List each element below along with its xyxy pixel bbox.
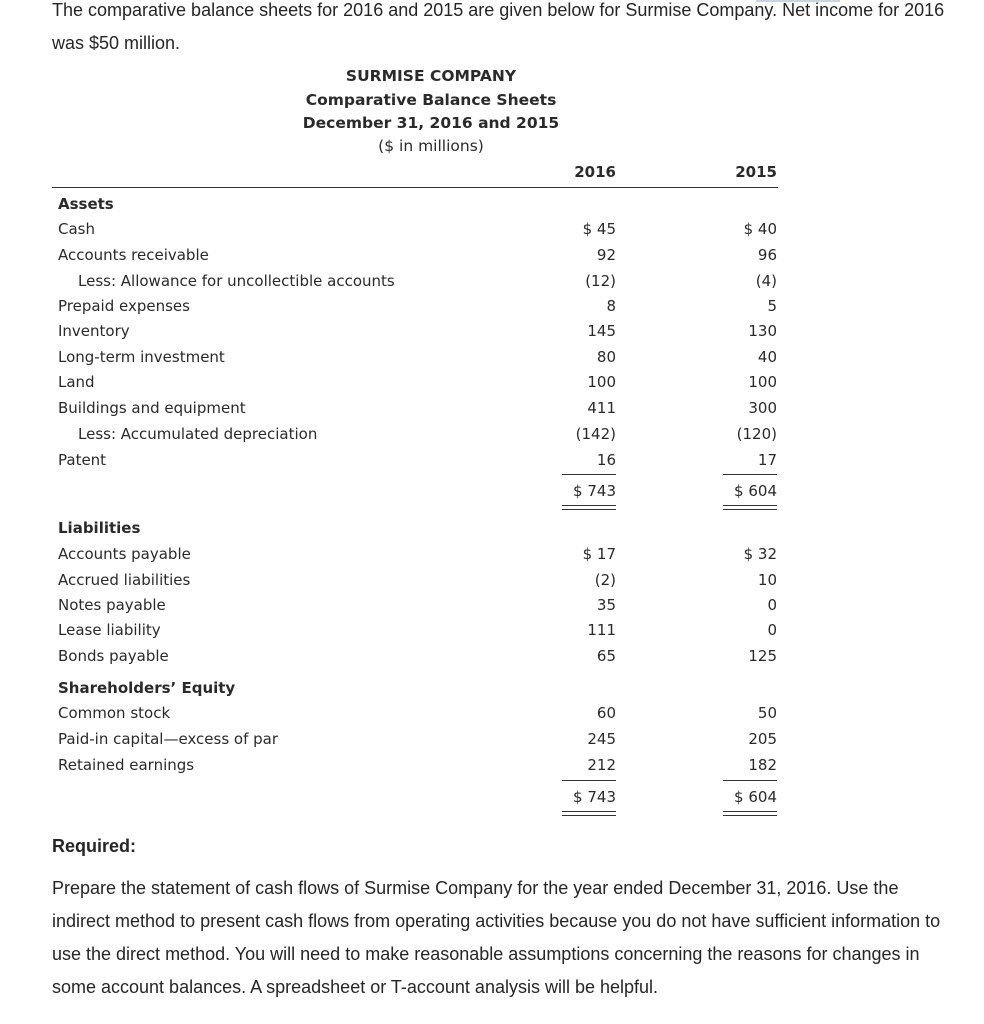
row-label: Accrued liabilities xyxy=(58,571,191,589)
total-double-rule-2016 xyxy=(562,811,616,816)
value-2016: 80 xyxy=(596,348,616,366)
subtotal-rule-2016 xyxy=(562,474,616,475)
row-label: Prepaid expenses xyxy=(58,297,190,315)
assets-total-2015: $ 604 xyxy=(734,482,777,500)
statement-title: Comparative Balance Sheets xyxy=(305,91,557,109)
le-total-2016: $ 743 xyxy=(573,788,616,806)
row-label: Bonds payable xyxy=(58,647,169,665)
row-label: Less: Allowance for uncollectible accounts xyxy=(78,272,395,290)
intro-text: The comparative balance sheets for 2016 and 2015 are given below for Surmise Company. Net income for 2016 was $50 million. xyxy=(52,0,945,53)
row-label: Paid-in capital—excess of par xyxy=(58,730,279,748)
value-2015: 5 xyxy=(767,297,777,315)
value-2016: 245 xyxy=(587,730,616,748)
total-double-rule-2016 xyxy=(562,505,616,510)
value-2016: 65 xyxy=(596,647,616,665)
value-2015: 205 xyxy=(748,730,777,748)
value-2015: $ 40 xyxy=(743,220,777,238)
subtotal-rule-2016 xyxy=(562,780,616,781)
value-2015: (120) xyxy=(736,425,777,443)
value-2015: 40 xyxy=(757,348,777,366)
value-2015: 182 xyxy=(748,756,777,774)
row-label: Retained earnings xyxy=(58,756,195,774)
row-label: Land xyxy=(58,373,95,391)
value-2016: (12) xyxy=(585,272,616,290)
value-2016: 411 xyxy=(587,399,616,417)
value-2016: (2) xyxy=(594,571,616,589)
value-2016: 145 xyxy=(587,322,616,340)
row-label: Less: Accumulated depreciation xyxy=(78,425,318,443)
assets-heading: Assets xyxy=(58,195,114,213)
row-label: Cash xyxy=(58,220,95,238)
value-2016: 212 xyxy=(587,756,616,774)
required-heading: Required: xyxy=(52,836,137,856)
value-2015: (4) xyxy=(755,272,777,290)
column-header-2015: 2015 xyxy=(735,163,777,181)
value-2016: (142) xyxy=(575,425,616,443)
value-2016: $ 45 xyxy=(582,220,616,238)
row-label: Accounts receivable xyxy=(58,246,209,264)
value-2015: 0 xyxy=(767,621,777,639)
column-header-2016: 2016 xyxy=(574,163,616,181)
value-2015: 130 xyxy=(748,322,777,340)
le-total-2015: $ 604 xyxy=(734,788,777,806)
value-2015: 100 xyxy=(748,373,777,391)
equity-heading: Shareholders’ Equity xyxy=(58,679,236,697)
header-rule xyxy=(52,187,778,188)
required-text: Prepare the statement of cash flows of Surmise Company for the year ended December 31, 2016. Use the indirect method to present cash flows from operating activities because you do not have sufficient information to use the direct method. You will need to make reasonable assumptions concerning the reasons for changes in some account balances. A spreadsheet or T-account analysis will be helpful. xyxy=(52,878,941,997)
total-double-rule-2015 xyxy=(723,505,777,510)
company-name: SURMISE COMPANY xyxy=(345,67,517,85)
value-2015: 125 xyxy=(748,647,777,665)
row-label: Long-term investment xyxy=(58,348,225,366)
statement-units: ($ in millions) xyxy=(378,137,484,155)
value-2016: 8 xyxy=(606,297,616,315)
row-label: Patent xyxy=(58,451,107,469)
row-label: Common stock xyxy=(58,704,171,722)
liabilities-heading: Liabilities xyxy=(58,519,141,537)
row-label: Accounts payable xyxy=(58,545,191,563)
value-2016: 60 xyxy=(596,704,616,722)
value-2015: 50 xyxy=(757,704,777,722)
total-double-rule-2015 xyxy=(723,811,777,816)
value-2016: 92 xyxy=(596,246,616,264)
value-2015: 17 xyxy=(757,451,777,469)
subtotal-rule-2015 xyxy=(723,474,777,475)
statement-date: December 31, 2016 and 2015 xyxy=(302,114,560,132)
row-label: Inventory xyxy=(58,322,130,340)
value-2015: 0 xyxy=(767,596,777,614)
subtotal-rule-2015 xyxy=(723,780,777,781)
assets-total-2016: $ 743 xyxy=(573,482,616,500)
value-2015: 96 xyxy=(757,246,777,264)
value-2016: 35 xyxy=(596,596,616,614)
value-2015: 300 xyxy=(748,399,777,417)
value-2016: 16 xyxy=(596,451,616,469)
value-2016: 111 xyxy=(587,621,616,639)
row-label: Buildings and equipment xyxy=(58,399,246,417)
row-label: Notes payable xyxy=(58,596,166,614)
value-2015: $ 32 xyxy=(743,545,777,563)
value-2016: $ 17 xyxy=(582,545,616,563)
value-2015: 10 xyxy=(757,571,777,589)
value-2016: 100 xyxy=(587,373,616,391)
row-label: Lease liability xyxy=(58,621,161,639)
